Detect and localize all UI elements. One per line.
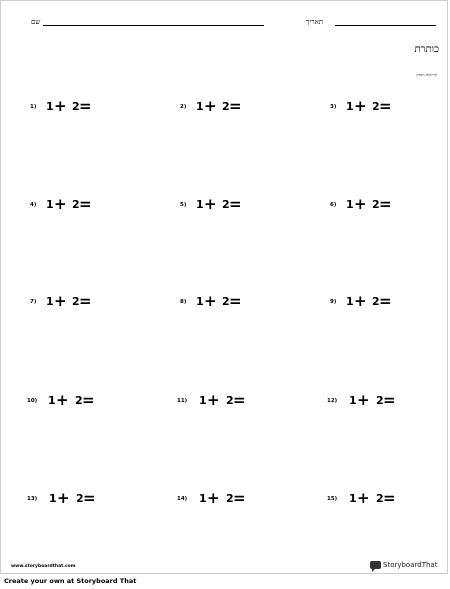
addend-a: 1 bbox=[199, 394, 207, 407]
problem-number: 11) bbox=[177, 398, 188, 404]
date-label: תאריך bbox=[306, 18, 324, 26]
addend-b: 2 bbox=[222, 295, 230, 308]
addend-a: 1 bbox=[346, 295, 354, 308]
plus-sign: + bbox=[354, 195, 367, 213]
addend-a: 1 bbox=[49, 492, 57, 505]
addend-a: 1 bbox=[196, 198, 204, 211]
equals-sign: = bbox=[229, 97, 242, 115]
plus-sign: + bbox=[54, 195, 67, 213]
plus-sign: + bbox=[207, 391, 220, 409]
plus-sign: + bbox=[354, 97, 367, 115]
addend-b: 2 bbox=[76, 492, 84, 505]
speech-bubble-icon bbox=[370, 561, 381, 569]
addend-a: 1 bbox=[46, 198, 54, 211]
plus-sign: + bbox=[56, 391, 69, 409]
problem-number: 14) bbox=[177, 496, 188, 502]
addend-a: 1 bbox=[349, 394, 357, 407]
plus-sign: + bbox=[54, 292, 67, 310]
addend-b: 2 bbox=[222, 100, 230, 113]
plus-sign: + bbox=[354, 292, 367, 310]
plus-sign: + bbox=[357, 489, 370, 507]
problem-number: 8) bbox=[180, 299, 187, 305]
equals-sign: = bbox=[233, 489, 246, 507]
addend-a: 1 bbox=[46, 295, 54, 308]
problem-number: 1) bbox=[30, 104, 37, 110]
equals-sign: = bbox=[229, 292, 242, 310]
equals-sign: = bbox=[383, 391, 396, 409]
name-label: שם bbox=[31, 18, 41, 26]
addend-b: 2 bbox=[226, 394, 234, 407]
addend-b: 2 bbox=[376, 492, 384, 505]
brand-name: StoryboardThat bbox=[383, 561, 438, 569]
addend-b: 2 bbox=[372, 295, 380, 308]
equals-sign: = bbox=[379, 97, 392, 115]
addend-b: 2 bbox=[75, 394, 83, 407]
addend-b: 2 bbox=[372, 198, 380, 211]
addend-a: 1 bbox=[196, 100, 204, 113]
addend-a: 1 bbox=[46, 100, 54, 113]
addend-b: 2 bbox=[376, 394, 384, 407]
addend-a: 1 bbox=[48, 394, 56, 407]
equals-sign: = bbox=[383, 489, 396, 507]
plus-sign: + bbox=[204, 97, 217, 115]
addend-a: 1 bbox=[196, 295, 204, 308]
addend-b: 2 bbox=[72, 100, 80, 113]
addend-a: 1 bbox=[199, 492, 207, 505]
equals-sign: = bbox=[79, 292, 92, 310]
plus-sign: + bbox=[54, 97, 67, 115]
problem-number: 3) bbox=[330, 104, 337, 110]
addend-b: 2 bbox=[72, 295, 80, 308]
date-line bbox=[335, 25, 436, 26]
problem-number: 13) bbox=[27, 496, 38, 502]
worksheet-instructions: הוראות הנחה bbox=[416, 72, 437, 77]
problem-number: 7) bbox=[30, 299, 37, 305]
addend-b: 2 bbox=[222, 198, 230, 211]
create-your-own-link[interactable]: Create your own at Storyboard That bbox=[4, 577, 137, 585]
addend-b: 2 bbox=[372, 100, 380, 113]
equals-sign: = bbox=[82, 391, 95, 409]
problem-number: 10) bbox=[27, 398, 38, 404]
worksheet-title: כותרת bbox=[414, 44, 439, 55]
plus-sign: + bbox=[207, 489, 220, 507]
equals-sign: = bbox=[379, 292, 392, 310]
plus-sign: + bbox=[357, 391, 370, 409]
equals-sign: = bbox=[79, 97, 92, 115]
plus-sign: + bbox=[57, 489, 70, 507]
equals-sign: = bbox=[229, 195, 242, 213]
equals-sign: = bbox=[79, 195, 92, 213]
addend-b: 2 bbox=[72, 198, 80, 211]
problem-number: 6) bbox=[330, 202, 337, 208]
plus-sign: + bbox=[204, 292, 217, 310]
addend-a: 1 bbox=[346, 198, 354, 211]
equals-sign: = bbox=[233, 391, 246, 409]
addend-a: 1 bbox=[346, 100, 354, 113]
site-url[interactable]: www.storyboardthat.com bbox=[11, 564, 76, 569]
problem-number: 15) bbox=[327, 496, 338, 502]
name-line bbox=[43, 25, 264, 26]
problem-number: 5) bbox=[180, 202, 187, 208]
problem-number: 4) bbox=[30, 202, 37, 208]
plus-sign: + bbox=[204, 195, 217, 213]
problem-number: 2) bbox=[180, 104, 187, 110]
problem-number: 9) bbox=[330, 299, 337, 305]
problem-number: 12) bbox=[327, 398, 338, 404]
addend-b: 2 bbox=[226, 492, 234, 505]
equals-sign: = bbox=[379, 195, 392, 213]
storyboardthat-logo[interactable] bbox=[370, 559, 437, 571]
addend-a: 1 bbox=[349, 492, 357, 505]
equals-sign: = bbox=[83, 489, 96, 507]
